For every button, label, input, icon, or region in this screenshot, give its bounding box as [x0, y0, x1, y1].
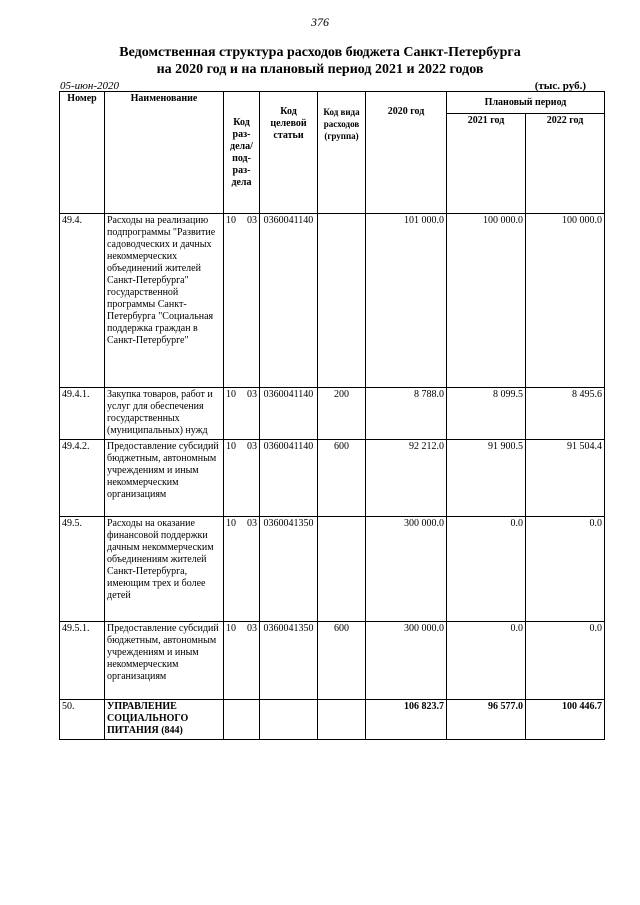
row-subsection: 03 — [247, 389, 257, 400]
header-expense-type: Код вида расходов (группа) — [318, 92, 366, 214]
row-name: Закупка товаров, работ и услуг для обеспечения государственных (муниципальных) нужд — [105, 388, 224, 440]
row-expense-type: 200 — [318, 388, 366, 440]
row-number: 50. — [60, 700, 105, 740]
row-target: 0360041140 — [260, 440, 318, 517]
row-number: 49.4.1. — [60, 388, 105, 440]
row-name: Предоставление субсидий бюджетным, автономным учреждениям и иным некоммерческим организациям — [105, 622, 224, 700]
document-title — [40, 44, 600, 78]
row-section: 10 — [226, 623, 236, 634]
row-2022: 0.0 — [526, 517, 605, 622]
row-section: 10 — [226, 389, 236, 400]
table-row — [60, 388, 605, 440]
table-header — [60, 92, 605, 214]
row-number: 49.5.1. — [60, 622, 105, 700]
row-razdel — [224, 622, 260, 700]
table-row — [60, 622, 605, 700]
row-2020: 300 000.0 — [366, 517, 447, 622]
row-2021: 0.0 — [447, 517, 526, 622]
row-2020: 8 788.0 — [366, 388, 447, 440]
row-expense-type — [318, 700, 366, 740]
row-subsection: 03 — [247, 215, 257, 226]
page-number: 376 — [311, 15, 329, 29]
row-target — [260, 700, 318, 740]
row-expense-type: 600 — [318, 440, 366, 517]
row-target: 0360041350 — [260, 622, 318, 700]
title-line-1: Ведомственная структура расходов бюджета Санкт-Петербурга — [119, 45, 521, 60]
table-row — [60, 440, 605, 517]
row-2021: 0.0 — [447, 622, 526, 700]
row-section: 10 — [226, 441, 236, 452]
table-row — [60, 700, 605, 740]
row-2022: 8 495.6 — [526, 388, 605, 440]
row-subsection: 03 — [247, 623, 257, 634]
units-label: (тыс. руб.) — [534, 80, 586, 92]
row-name: Предоставление субсидий бюджетным, автономным учреждениям и иным некоммерческим организациям — [105, 440, 224, 517]
table-row — [60, 517, 605, 622]
row-2020: 300 000.0 — [366, 622, 447, 700]
row-2022: 91 504.4 — [526, 440, 605, 517]
row-2020: 92 212.0 — [366, 440, 447, 517]
row-2022: 100 000.0 — [526, 214, 605, 388]
row-2021: 8 099.5 — [447, 388, 526, 440]
row-name: Расходы на реализацию подпрограммы "Развитие садоводческих и дачных некоммерческих объединений жителей Санкт-Петербурга" государственной программы Санкт-Петербурга "Социальная поддержка граждан в Санкт-Петербурге" — [105, 214, 224, 388]
header-target: Код целевой статьи — [260, 92, 318, 214]
row-2020: 106 823.7 — [366, 700, 447, 740]
row-subsection: 03 — [247, 518, 257, 529]
row-number: 49.5. — [60, 517, 105, 622]
row-name: Расходы на оказание финансовой поддержки дачным некоммерческим объединениям жителей Санкт-Петербурга, имеющим трех и более детей — [105, 517, 224, 622]
header-planned-period: Плановый период — [447, 92, 605, 114]
row-name: УПРАВЛЕНИЕ СОЦИАЛЬНОГО ПИТАНИЯ (844) — [105, 700, 224, 740]
header-number: Номер — [60, 92, 105, 214]
title-line-2: на 2020 год и на плановый период 2021 и 2022 годов — [156, 62, 484, 77]
row-target: 0360041140 — [260, 214, 318, 388]
row-2020: 101 000.0 — [366, 214, 447, 388]
row-target: 0360041350 — [260, 517, 318, 622]
row-2022: 0.0 — [526, 622, 605, 700]
document-date: 05-июн-2020 — [60, 80, 120, 92]
row-2021: 96 577.0 — [447, 700, 526, 740]
row-number: 49.4.2. — [60, 440, 105, 517]
row-section: 10 — [226, 215, 236, 226]
row-2021: 91 900.5 — [447, 440, 526, 517]
header-2020: 2020 год — [366, 92, 447, 214]
row-razdel — [224, 440, 260, 517]
row-razdel — [224, 388, 260, 440]
row-number: 49.4. — [60, 214, 105, 388]
row-razdel — [224, 700, 260, 740]
budget-table — [59, 91, 605, 740]
row-2021: 100 000.0 — [447, 214, 526, 388]
row-razdel — [224, 214, 260, 388]
row-2022: 100 446.7 — [526, 700, 605, 740]
row-expense-type: 600 — [318, 622, 366, 700]
header-2022: 2022 год — [526, 114, 605, 214]
row-expense-type — [318, 517, 366, 622]
row-razdel — [224, 517, 260, 622]
row-subsection: 03 — [247, 441, 257, 452]
table-row — [60, 214, 605, 388]
row-section: 10 — [226, 518, 236, 529]
header-razdel: Код раз-дела/ под-раз-дела — [224, 92, 260, 214]
header-2021: 2021 год — [447, 114, 526, 214]
row-target: 0360041140 — [260, 388, 318, 440]
header-name: Наименование — [105, 92, 224, 214]
row-expense-type — [318, 214, 366, 388]
